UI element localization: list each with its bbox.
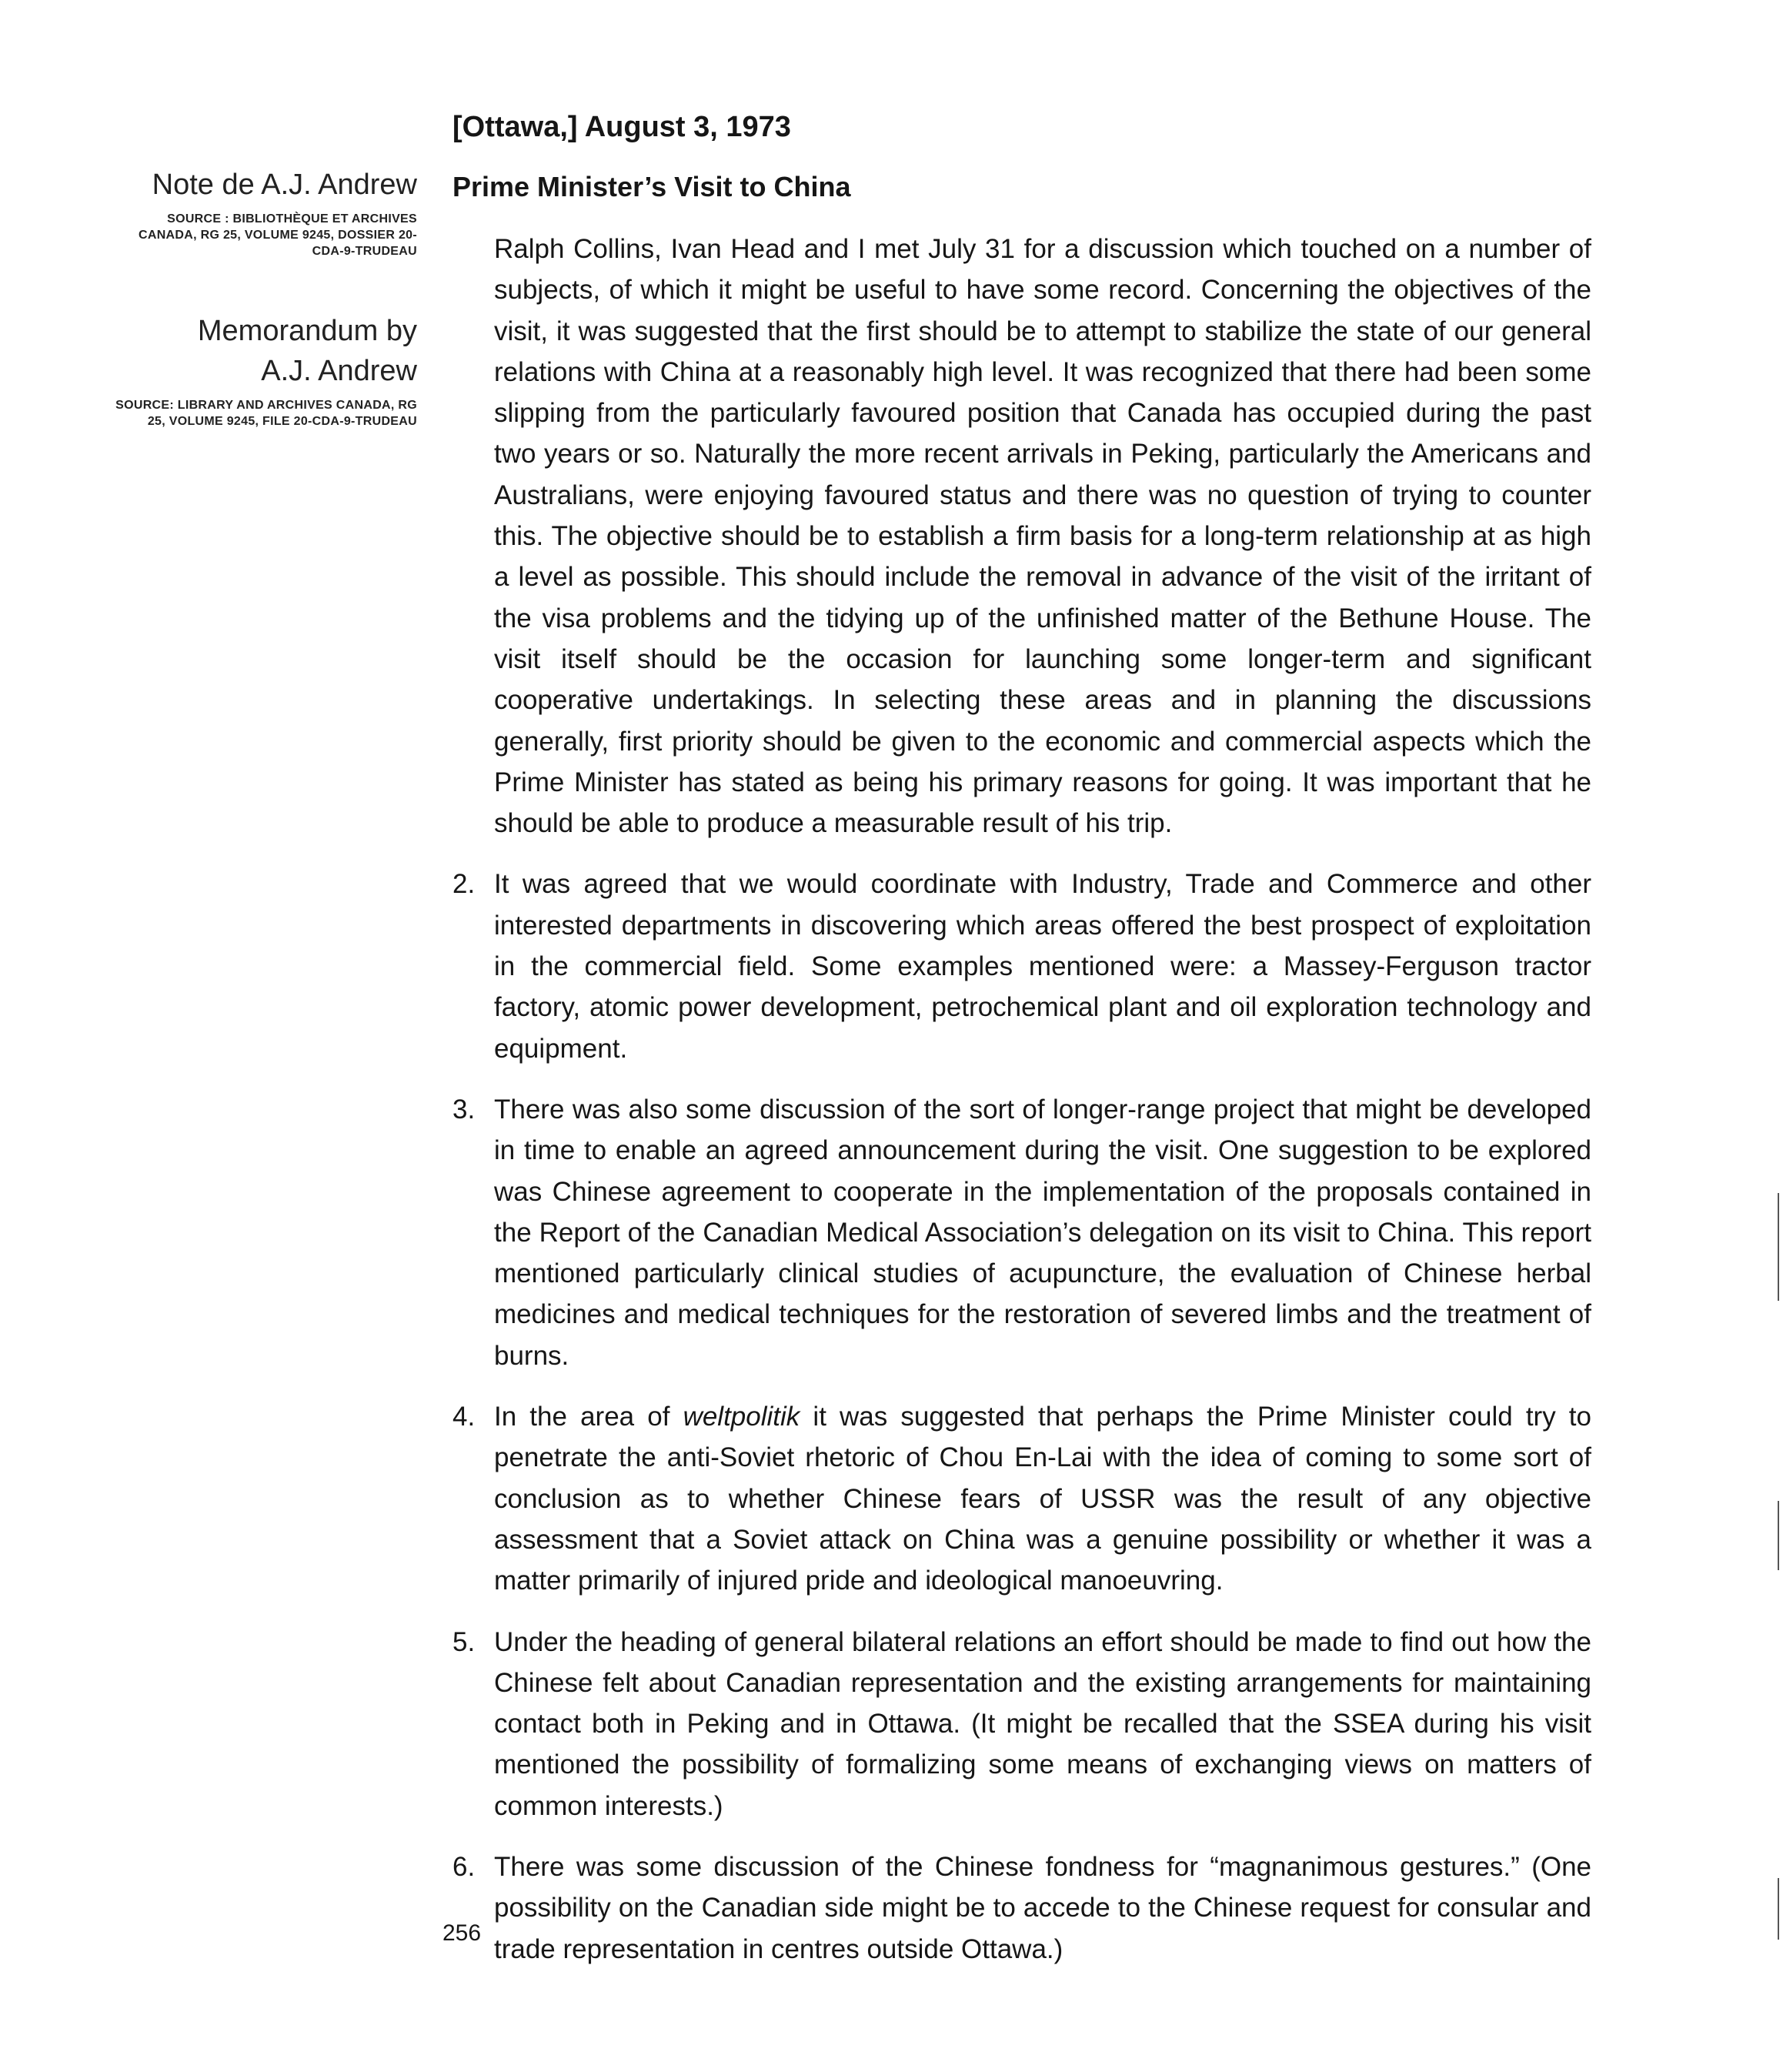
text-segment: it was suggested that perhaps the Prime Minister could try to penetrate the anti-Soviet rhetoric of Chou En-Lai with the idea of coming to some sort of conclusion as to whether Chinese fears of USSR was the result of any objective assessment that a Soviet attack on China was a genuine possibility or whether it was a matter primarily of injured pride and ideological manoeuvring.: [494, 1402, 1591, 1596]
italic-term: weltpolitik: [683, 1402, 800, 1432]
page-number: 256: [442, 1920, 482, 1946]
paragraph-number: 3.: [452, 1094, 476, 1125]
margin-source-fr: SOURCE : BIBLIOTHÈQUE ET ARCHIVES CANADA, RG 25, VOLUME 9245, DOSSIER 20-CDA-9-TRUDEAU: [138, 212, 417, 258]
paragraph-number: 5.: [452, 1626, 476, 1657]
scan-edge-mark: [1778, 1193, 1779, 1301]
margin-source-en: SOURCE: LIBRARY AND ARCHIVES CANADA, RG 25, VOLUME 9245, FILE 20-CDA-9-TRUDEAU: [115, 399, 417, 428]
margin-note-en: [115, 311, 417, 429]
text-segment: In the area of: [494, 1402, 683, 1432]
paragraph-text: There was some discussion of the Chinese fondness for “magnanimous gestures.” (One possibility on the Canadian side might be to accede to the Chinese request for consular and trade representation in centres outside Ottawa.): [494, 1851, 1591, 1964]
margin-note-fr: [115, 165, 417, 259]
numbered-paragraph-2: [452, 864, 1591, 1068]
paragraph-text: [494, 1396, 1591, 1601]
document-title: Prime Minister’s Visit to China: [452, 171, 851, 202]
paragraph-text: There was also some discussion of the sort of longer-range project that might be developed in time to enable an agreed announcement during the visit. One suggestion to be explored was Chinese agreement to cooperate in the implementation of the proposals contained in the Report of the Canadian Medical Association’s delegation on its visit to China. This report mentioned particularly clinical studies of acupuncture, the evaluation of Chinese herbal medicines and medical techniques for the restoration of severed limbs and the treatment of burns.: [494, 1094, 1591, 1371]
paragraph-text: It was agreed that we would coordinate with Industry, Trade and Commerce and other interested departments in discovering which areas offered the best prospect of exploitation in the commercial field. Some examples mentioned were: a Massey-Ferguson tractor factory, atomic power development, petrochemical plant and oil exploration technology and equipment.: [494, 869, 1591, 1064]
numbered-paragraph-6: [452, 1846, 1591, 1970]
paragraph-number: 2.: [452, 869, 476, 900]
paragraph-text: Under the heading of general bilateral relations an effort should be made to find out how the Chinese felt about Canadian representation and the existing arrangements for maintaining contact both in Peking and in Ottawa. (It might be recalled that the SSEA during his visit mentioned the possibility of formalizing some means of exchanging views on matters of common interests.): [494, 1626, 1591, 1821]
margin-label-en-line1: Memorandum by: [197, 315, 417, 347]
paragraph-number: 6.: [452, 1851, 476, 1882]
scan-edge-mark: [1778, 1501, 1779, 1570]
paragraph-number: 4.: [452, 1402, 476, 1432]
dateline: [Ottawa,] August 3, 1973: [452, 111, 791, 143]
margin-label-fr: Note de A.J. Andrew: [152, 169, 417, 201]
scan-edge-mark: [1778, 1878, 1779, 1940]
numbered-paragraph-3: [452, 1089, 1591, 1376]
margin-label-en-line2: A.J. Andrew: [261, 355, 417, 387]
numbered-paragraph-4: [452, 1396, 1591, 1601]
numbered-paragraph-5: [452, 1622, 1591, 1826]
paragraph-1: Ralph Collins, Ivan Head and I met July 31 for a discussion which touched on a number of subjects, of which it might be useful to have some record. Concerning the objectives of the visit, it was suggested that the first should be to attempt to stabilize the state of our general relations with China at a reasonably high level. It was recognized that there had been some slipping from the particularly favoured position that Canada has occupied during the past two years or so. Naturally the more recent arrivals in Peking, particularly the Americans and Australians, were enjoying favoured status and there was no question of trying to counter this. The objective should be to establish a firm basis for a long-term relationship at as high a level as possible. This should include the removal in advance of the visit of the irritant of the visa problems and the tidying up of the unfinished matter of the Bethune House. The visit itself should be the occasion for launching some longer-term and significant cooperative undertakings. In selecting these areas and in planning the discussions generally, first priority should be given to the economic and commercial aspects which the Prime Minister has stated as being his primary reasons for going. It was important that he should be able to produce a measurable result of his trip.: [494, 234, 1591, 839]
document-body: [452, 229, 1591, 1990]
